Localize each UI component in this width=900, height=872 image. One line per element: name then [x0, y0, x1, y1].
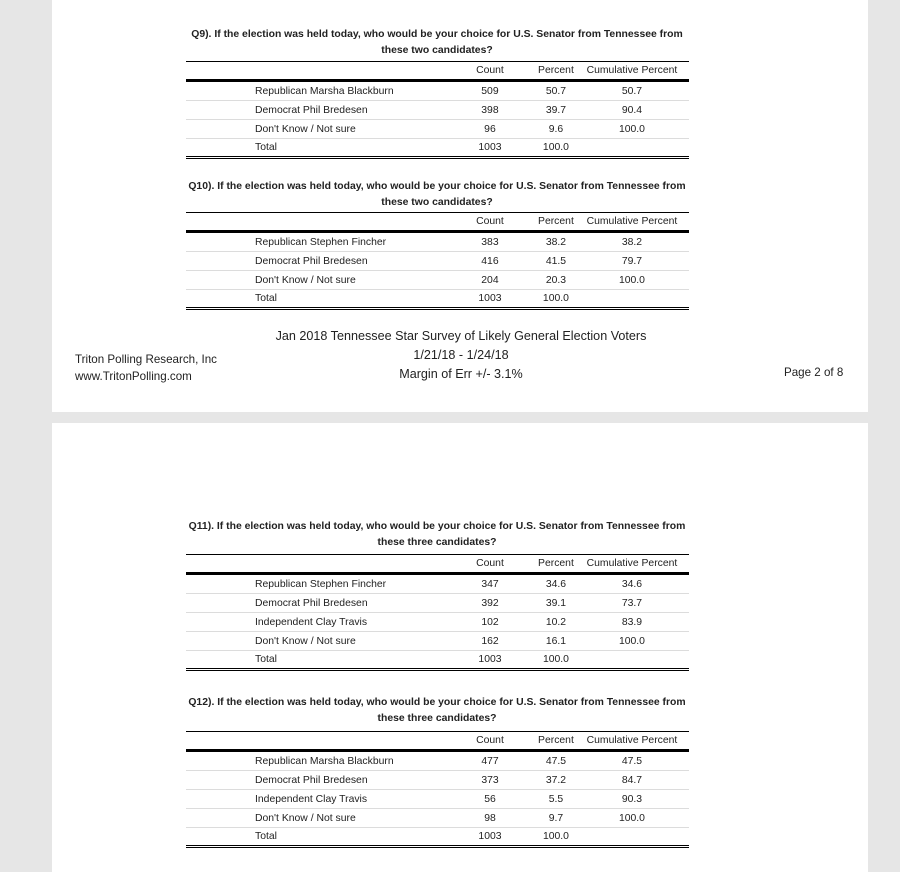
page-number: Page 2 of 8: [784, 366, 844, 379]
q11-table: [186, 554, 689, 671]
table-row: Don't Know / Not sure 96 9.6 100.0: [186, 120, 689, 139]
header-cumulative-percent: Cumulative Percent: [575, 62, 689, 81]
table-row: Don't Know / Not sure 98 9.7 100.0: [186, 809, 689, 828]
q9-table: [186, 61, 689, 159]
page-footer-left: [75, 351, 217, 385]
table-total-row: Total 1003 100.0: [186, 651, 689, 670]
header-count: Count: [443, 62, 537, 81]
table-row: Democrat Phil Bredesen 392 39.1 73.7: [186, 594, 689, 613]
document-page-2: [52, 0, 868, 412]
table-row: Democrat Phil Bredesen 398 39.7 90.4: [186, 101, 689, 120]
table-row: Independent Clay Travis 102 10.2 83.9: [186, 613, 689, 632]
header-percent: Percent: [537, 732, 575, 751]
header-cumulative-percent: Cumulative Percent: [575, 732, 689, 751]
table-row: Republican Stephen Fincher 347 34.6 34.6: [186, 574, 689, 594]
header-count: Count: [443, 555, 537, 574]
header-percent: Percent: [537, 62, 575, 81]
survey-dates: 1/21/18 - 1/24/18: [413, 348, 509, 362]
table-row: Republican Stephen Fincher 383 38.2 38.2: [186, 232, 689, 252]
q11-title: Q11). If the election was held today, who would be your choice for U.S. Senator from Tennessee from these three candidates?: [188, 521, 686, 548]
company-website: www.TritonPolling.com: [75, 370, 192, 383]
table-total-row: Total 1003 100.0: [186, 828, 689, 847]
table-row: Democrat Phil Bredesen 416 41.5 79.7: [186, 252, 689, 271]
header-percent: Percent: [537, 555, 575, 574]
header-cumulative-percent: Cumulative Percent: [575, 213, 689, 232]
table-row: Republican Marsha Blackburn 509 50.7 50.7: [186, 81, 689, 101]
q12-table: [186, 731, 689, 848]
page-footer-center: [232, 327, 690, 384]
header-percent: Percent: [537, 213, 575, 232]
table-total-row: Total 1003 100.0: [186, 139, 689, 158]
table-row: Don't Know / Not sure 204 20.3 100.0: [186, 271, 689, 290]
company-name: Triton Polling Research, Inc: [75, 353, 217, 366]
table-total-row: Total 1003 100.0: [186, 290, 689, 309]
margin-of-error: Margin of Err +/- 3.1%: [399, 367, 523, 381]
table-row: Republican Marsha Blackburn 477 47.5 47.5: [186, 751, 689, 771]
table-row: Independent Clay Travis 56 5.5 90.3: [186, 790, 689, 809]
q10-title: Q10). If the election was held today, who would be your choice for U.S. Senator from Tennessee from these two candidates?: [188, 181, 686, 208]
q10-table: [186, 212, 689, 310]
table-row: Democrat Phil Bredesen 373 37.2 84.7: [186, 771, 689, 790]
header-cumulative-percent: Cumulative Percent: [575, 555, 689, 574]
document-page-3: [52, 423, 868, 872]
header-count: Count: [443, 732, 537, 751]
table-row: Don't Know / Not sure 162 16.1 100.0: [186, 632, 689, 651]
q12-title: Q12). If the election was held today, who would be your choice for U.S. Senator from Tennessee from these three candidates?: [188, 697, 686, 724]
survey-title: Jan 2018 Tennessee Star Survey of Likely General Election Voters: [275, 329, 647, 343]
header-count: Count: [443, 213, 537, 232]
q9-title: Q9). If the election was held today, who would be your choice for U.S. Senator from Tennessee from these two candidates?: [191, 29, 683, 56]
